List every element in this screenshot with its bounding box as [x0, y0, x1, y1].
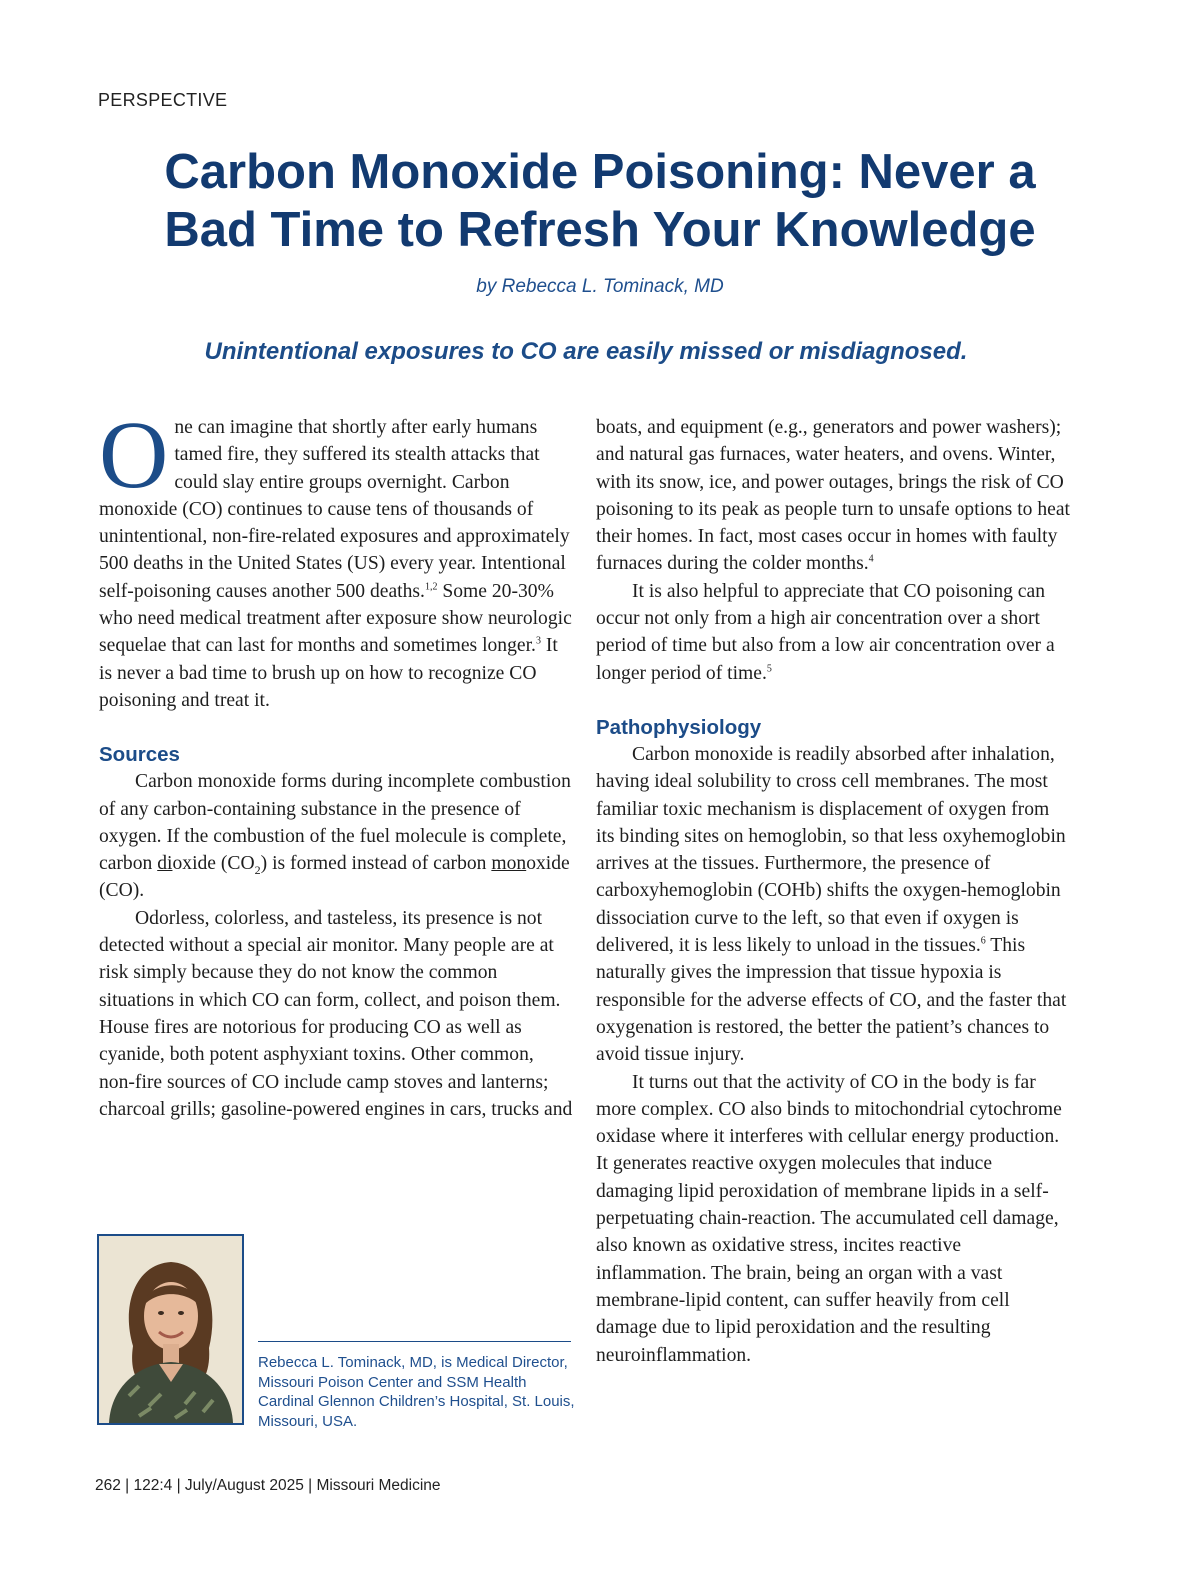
- patho-p1-text-a: Carbon monoxide is readily absorbed after inhalation, having ideal solubility to cross cell membranes. The most familiar toxic mechanism is displacement of oxygen from its binding sites on hemoglobin, so that less oxyhemoglobin arrives at the tissues. Furthermore, the presence of carboxyhemoglobin (COHb) shifts the oxygen-hemoglobin dissociation curve to the left, so that even if oxygen is delivered, it is less likely to unload in the tissues.: [596, 743, 1066, 957]
- underlined-di: di: [157, 853, 173, 875]
- sources-paragraph-1: [99, 768, 574, 904]
- left-column: [99, 401, 574, 1123]
- drop-cap: O: [99, 401, 169, 508]
- concentration-paragraph: [596, 578, 1071, 687]
- author-caption: Rebecca L. Tominack, MD, is Medical Director, Missouri Poison Center and SSM Health Cardinal Glennon Children’s Hospital, St. Louis, Missouri, USA.: [258, 1354, 575, 1430]
- page-footer: 262 | 122:4 | July/August 2025 | Missouri Medicine: [95, 1477, 441, 1494]
- sources-p1-text-b: oxide (CO: [172, 853, 255, 875]
- heading-pathophysiology: Pathophysiology: [596, 715, 762, 739]
- pathophysiology-paragraph-2: It turns out that the activity of CO in the body is far more complex. CO also binds to mitochondrial cytochrome oxidase where it interferes with cellular energy production. It generates reactive oxygen molecules that induce damaging lipid peroxidation of membrane lipids in a self-perpetuating chain-reaction. The accumulated cell damage, also known as oxidative stress, incites reactive inflammation. The brain, being an organ with a vast membrane-lipid content, can suffer heavily from cell damage due to lipid peroxidation and the resulting neuroinflammation.: [596, 1071, 1062, 1366]
- pathophysiology-paragraph-1: [596, 741, 1071, 1069]
- article-title: [60, 143, 1140, 259]
- intro-text-c: It is never a bad time to brush up on how to recognize CO poisoning and treat it.: [99, 635, 558, 711]
- reference-5: 5: [766, 663, 772, 675]
- right-column: [596, 414, 1071, 1369]
- subscript-2: 2: [254, 863, 261, 878]
- sources-continued-paragraph: [596, 414, 1071, 578]
- section-tag: PERSPECTIVE: [98, 90, 228, 110]
- underlined-mon: mon: [491, 853, 527, 875]
- title-line-2: Bad Time to Refresh Your Knowledge: [164, 203, 1036, 257]
- heading-sources: Sources: [99, 743, 180, 767]
- intro-text-b: Some 20-30% who need medical treatment after exposure show neurologic sequelae that can last for months and sometimes longer.: [99, 580, 572, 657]
- sources-paragraph-2: Odorless, colorless, and tasteless, its presence is not detected without a special air monitor. Many people are at risk simply because they do not know the common situations in which CO can form, collect, and poison them. House fires are notorious for producing CO as well as cyanide, both potent asphyxiant toxins. Other common, non-fire sources of CO include camp stoves and lanterns; charcoal grills; gasoline-powered engines in cars, trucks and: [99, 907, 573, 1120]
- caption-divider: [258, 1341, 571, 1342]
- reference-3: 3: [535, 635, 541, 647]
- sources-p1-text-d: oxide (CO).: [99, 853, 570, 902]
- sources-p1-text-c: ) is formed instead of carbon: [260, 853, 492, 875]
- title-line-1: Carbon Monoxide Poisoning: Never a: [164, 145, 1036, 199]
- sources-p1-text-a: Carbon monoxide forms during incomplete combustion of any carbon-containing substance in the presence of oxygen. If the combustion of the fuel molecule is complete, carbon: [99, 771, 571, 875]
- reference-1-2: 1,2: [424, 581, 438, 593]
- concentration-text: It is also helpful to appreciate that CO poisoning can occur not only from a high air concentration over a short period of time but also from a low air concentration over a longer period of time.: [596, 580, 1055, 684]
- patho-p1-text-b: This naturally gives the impression that tissue hypoxia is responsible for the adverse effects of CO, and the faster that oxygenation is restored, the better the patient’s chances to avoid tissue injury.: [596, 935, 1067, 1066]
- intro-paragraph: [99, 401, 574, 714]
- author-photo: [97, 1234, 244, 1425]
- reference-4: 4: [868, 553, 874, 565]
- continued-text: boats, and equipment (e.g., generators and power washers); and natural gas furnaces, water heaters, and ovens. Winter, with its snow, ice, and power outages, brings the risk of CO poisoning to its peak as people turn to unsafe options to heat their homes. In fact, most cases occur in homes with faulty furnaces during the colder months.: [596, 417, 1070, 575]
- intro-text-a: ne can imagine that shortly after early humans tamed fire, they suffered its stealth attacks that could slay entire groups overnight. Carbon monoxide (CO) continues to cause tens of thousands of unintentional, non-fire-related exposures and approximately 500 deaths in the United States (US) every year. Intentional self-poisoning causes another 500 deaths.: [99, 417, 570, 602]
- byline: by Rebecca L. Tominack, MD: [476, 276, 724, 297]
- author-portrait-illustration: [99, 1236, 242, 1423]
- article-subtitle: Unintentional exposures to CO are easily missed or misdiagnosed.: [204, 338, 968, 365]
- reference-6: 6: [980, 935, 986, 947]
